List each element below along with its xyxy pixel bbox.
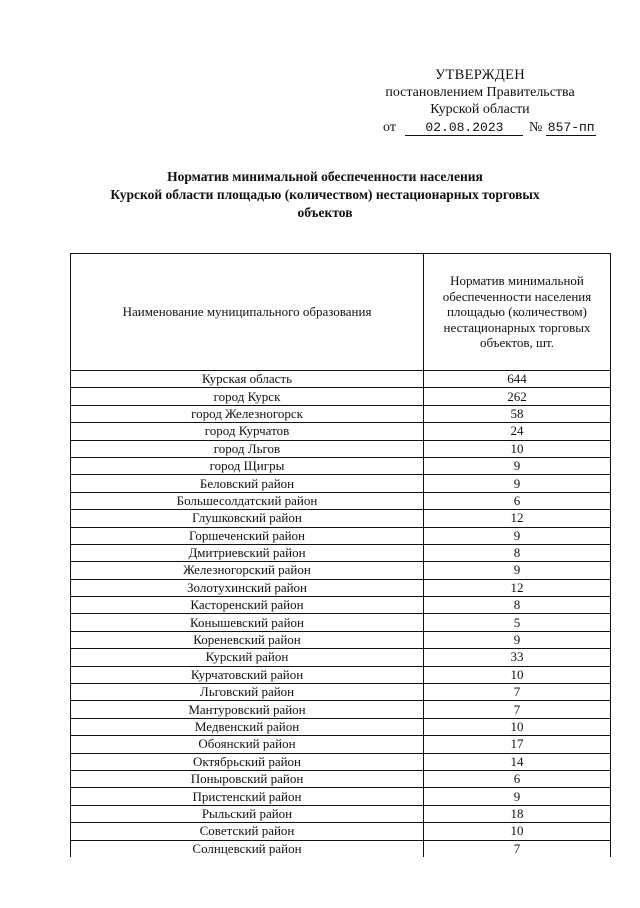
standard-value-cell: 9	[424, 527, 611, 544]
table-row	[71, 423, 611, 440]
table-row	[71, 544, 611, 561]
table-row	[71, 631, 611, 648]
header-value-line: обеспеченности населения	[442, 288, 592, 304]
municipality-name-cell: город Щигры	[71, 457, 424, 474]
approval-date: 02.08.2023	[405, 120, 523, 136]
municipality-name-cell: Железногорский район	[71, 562, 424, 579]
municipality-name-cell: Советский район	[71, 823, 424, 840]
table-row	[71, 753, 611, 770]
approval-block	[360, 67, 600, 118]
municipality-name-cell: Кореневский район	[71, 631, 424, 648]
municipality-name-cell: Курская область	[71, 371, 424, 388]
table-row	[71, 527, 611, 544]
table-row	[71, 649, 611, 666]
table-row	[71, 475, 611, 492]
standard-value-cell: 12	[424, 579, 611, 596]
approval-line-2: Курской области	[430, 102, 530, 117]
municipality-name-cell: город Курск	[71, 388, 424, 405]
municipality-name-cell: Мантуровский район	[71, 701, 424, 718]
table-row	[71, 823, 611, 840]
municipality-name-cell: Касторенский район	[71, 597, 424, 614]
header-value-line: нестационарных торговых	[443, 319, 591, 335]
table-row	[71, 684, 611, 701]
municipality-name-cell: Октябрьский район	[71, 753, 424, 770]
standard-value-cell: 9	[424, 631, 611, 648]
approval-line-1: постановлением Правительства	[385, 85, 575, 100]
approval-number: 857-пп	[547, 120, 595, 135]
date-prefix: от	[383, 120, 396, 135]
standard-value-cell: 7	[424, 701, 611, 718]
standard-value-cell: 17	[424, 736, 611, 753]
table-row	[71, 805, 611, 822]
standard-value-cell: 14	[424, 753, 611, 770]
municipality-name-cell: Дмитриевский район	[71, 544, 424, 561]
standard-value-cell: 10	[424, 823, 611, 840]
table-row	[71, 597, 611, 614]
municipality-name-cell: Курчатовский район	[71, 666, 424, 683]
header-value-line: Норматив минимальной	[450, 273, 584, 289]
municipality-name-cell: Глушковский район	[71, 510, 424, 527]
table-row	[71, 371, 611, 388]
table-row	[71, 736, 611, 753]
municipality-name-cell: Поныровский район	[71, 770, 424, 787]
standard-value-cell: 24	[424, 423, 611, 440]
table-row	[71, 701, 611, 718]
table-row	[71, 510, 611, 527]
standard-value-cell: 8	[424, 544, 611, 561]
municipality-name-cell: Медвенский район	[71, 718, 424, 735]
document-title-line-1: Норматив минимальной обеспеченности населения	[167, 169, 483, 184]
municipality-name-cell: Курский район	[71, 649, 424, 666]
approval-title: УТВЕРЖДЕН	[434, 67, 526, 83]
municipality-name-cell: город Железногорск	[71, 405, 424, 422]
municipality-name-cell: Большесолдатский район	[71, 492, 424, 509]
standard-value-cell: 9	[424, 562, 611, 579]
municipality-name-cell: Конышевский район	[71, 614, 424, 631]
municipality-name-cell: Пристенский район	[71, 788, 424, 805]
table-row	[71, 788, 611, 805]
standard-value-cell: 8	[424, 597, 611, 614]
municipality-name-cell: город Курчатов	[71, 423, 424, 440]
municipality-name-cell: Рыльский район	[71, 805, 424, 822]
header-standard-value	[424, 254, 611, 371]
table-row	[71, 614, 611, 631]
table-row	[71, 440, 611, 457]
table-row	[71, 388, 611, 405]
municipality-name-cell: Горшеченский район	[71, 527, 424, 544]
document-title-line-3: объектов	[297, 205, 353, 220]
document-title	[60, 168, 590, 222]
municipality-name-cell: Льговский район	[71, 684, 424, 701]
municipality-name-cell: город Льгов	[71, 440, 424, 457]
number-prefix: №	[528, 120, 543, 135]
header-value-line: объектов, шт.	[479, 335, 555, 351]
standard-value-cell: 10	[424, 666, 611, 683]
document-title-line-2: Курской области площадью (количеством) нестационарных торговых	[110, 187, 540, 202]
header-municipality: Наименование муниципального образования	[71, 254, 424, 371]
standard-value-cell: 644	[424, 371, 611, 388]
header-value-line: площадью (количеством)	[447, 304, 587, 320]
municipality-name-cell: Беловский район	[71, 475, 424, 492]
standard-value-cell: 33	[424, 649, 611, 666]
table-row	[71, 405, 611, 422]
standard-value-cell: 9	[424, 457, 611, 474]
table-row	[71, 770, 611, 787]
approval-date-line	[383, 119, 596, 136]
standard-value-cell: 10	[424, 440, 611, 457]
table-row	[71, 718, 611, 735]
standard-value-cell: 7	[424, 840, 611, 857]
table-row	[71, 457, 611, 474]
standard-value-cell: 9	[424, 788, 611, 805]
standard-value-cell: 5	[424, 614, 611, 631]
standard-value-cell: 12	[424, 510, 611, 527]
table-row	[71, 666, 611, 683]
table-row	[71, 492, 611, 509]
table-row	[71, 840, 611, 857]
standard-value-cell: 18	[424, 805, 611, 822]
standard-value-cell: 10	[424, 718, 611, 735]
standard-value-cell: 262	[424, 388, 611, 405]
standards-table	[70, 253, 611, 857]
standard-value-cell: 6	[424, 770, 611, 787]
standard-value-cell: 7	[424, 684, 611, 701]
municipality-name-cell: Солнцевский район	[71, 840, 424, 857]
table-row	[71, 562, 611, 579]
municipality-name-cell: Обоянский район	[71, 736, 424, 753]
table-header-row	[71, 254, 611, 371]
table-body	[71, 371, 611, 857]
table-row	[71, 579, 611, 596]
standard-value-cell: 9	[424, 475, 611, 492]
standard-value-cell: 6	[424, 492, 611, 509]
municipality-name-cell: Золотухинский район	[71, 579, 424, 596]
standard-value-cell: 58	[424, 405, 611, 422]
